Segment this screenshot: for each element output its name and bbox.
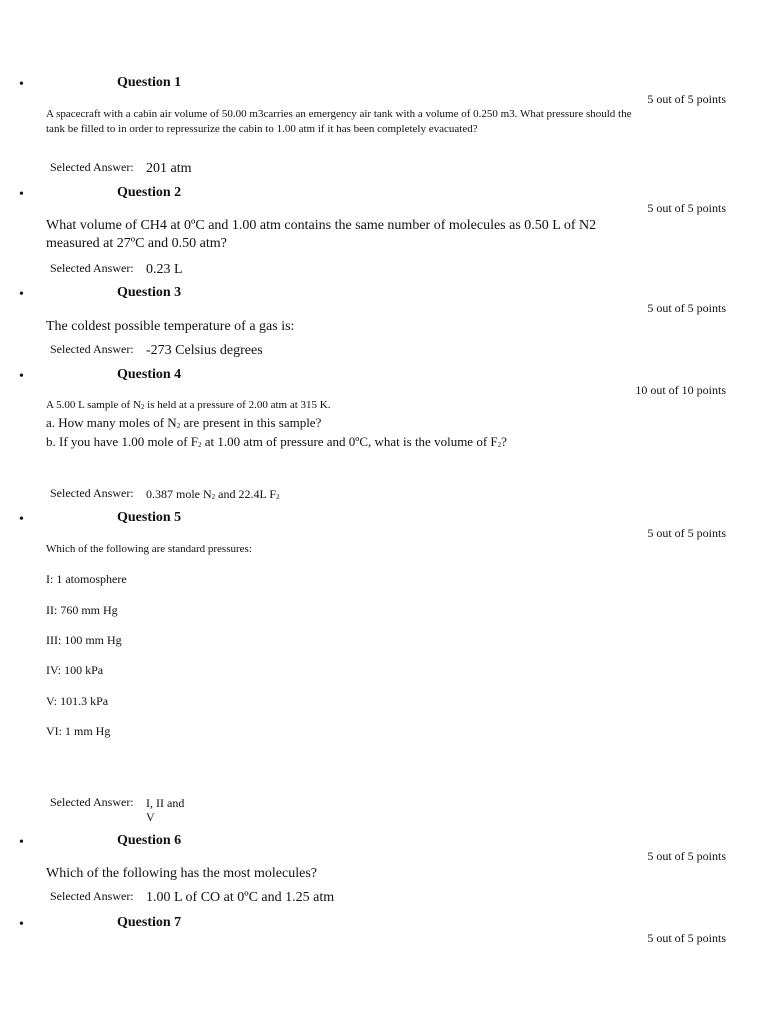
bullet: • [19, 287, 24, 302]
bullet: • [19, 512, 24, 527]
question-points: 5 out of 5 points [647, 526, 726, 540]
question-text: Which of the following are standard pressures: [46, 543, 252, 555]
bullet: • [19, 835, 24, 850]
question-points: 5 out of 5 points [647, 201, 726, 215]
question-title: Question 1 [117, 75, 182, 90]
selected-answer: 0.23 L [146, 262, 183, 277]
question-text: What volume of CH4 at 0ºC and 1.00 atm contains the same number of molecules as 0.50 L of N2 measured at 27ºC and 0.50 atm? [46, 218, 597, 251]
question-title: Question 5 [117, 510, 182, 525]
question-title: Question 6 [117, 833, 182, 848]
bullet: • [19, 369, 24, 384]
question-text: The coldest possible temperature of a gas is: [46, 319, 295, 334]
selected-answer: I, II and V [146, 796, 185, 824]
selected-answer: 201 atm [146, 161, 192, 176]
question-title: Question 4 [117, 367, 182, 382]
selected-answer-label: Selected Answer: [50, 795, 134, 809]
selected-answer: -273 Celsius degrees [146, 343, 263, 358]
question-text [46, 398, 651, 453]
option-item: I: 1 atomosphere [46, 572, 127, 586]
option-item: VI: 1 mm Hg [46, 724, 111, 738]
question-line: b. If you have 1.00 mole of $F_2$ at 1.00 atm of pressure and 0ºC, what is the volume of $F_2$? [46, 434, 507, 449]
question-line: A 5.00 L sample of $N_2$ is held at a pressure of 2.00 atm at 315 K. [46, 399, 331, 411]
question-points: 10 out of 10 points [635, 383, 726, 397]
question-points: 5 out of 5 points [647, 849, 726, 863]
option-item: IV: 100 kPa [46, 663, 104, 677]
bullet: • [19, 77, 24, 92]
question-title: Question 7 [117, 915, 182, 930]
question-line: a. How many moles of $N_2$ are present in this sample? [46, 415, 322, 430]
question-points: 5 out of 5 points [647, 931, 726, 945]
question-text: Which of the following has the most molecules? [46, 866, 317, 881]
question-points: 5 out of 5 points [647, 92, 726, 106]
selected-answer-label: Selected Answer: [50, 889, 134, 903]
selected-answer: 0.387 mole $N_2$ and 22.4L $F_2$ [146, 487, 280, 501]
bullet: • [19, 187, 24, 202]
selected-answer-label: Selected Answer: [50, 261, 134, 275]
selected-answer: 1.00 L of CO at 0ºC and 1.25 atm [146, 890, 335, 905]
question-text: A spacecraft with a cabin air volume of 50.00 m3carries an emergency air tank with a volume of 0.250 m3. What pressure should the tank be filled to in order to repressurize the cabin to 1.00 atm if it has been completely evacuated? [46, 108, 632, 135]
question-points: 5 out of 5 points [647, 301, 726, 315]
question-title: Question 2 [117, 185, 182, 200]
selected-answer-label: Selected Answer: [50, 342, 134, 356]
option-item: II: 760 mm Hg [46, 603, 118, 617]
selected-answer-label: Selected Answer: [50, 486, 134, 500]
option-item: V: 101.3 kPa [46, 694, 109, 708]
selected-answer-label: Selected Answer: [50, 160, 134, 174]
bullet: • [19, 917, 24, 932]
option-item: III: 100 mm Hg [46, 633, 122, 647]
question-title: Question 3 [117, 285, 182, 300]
